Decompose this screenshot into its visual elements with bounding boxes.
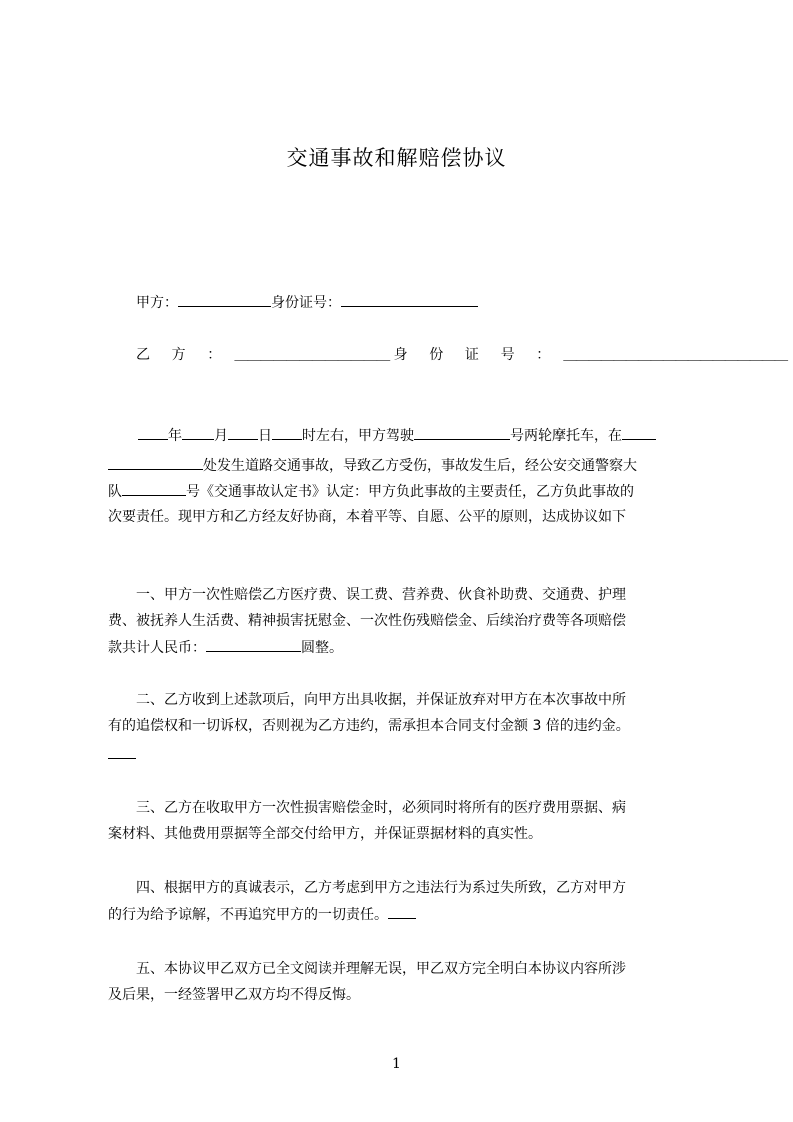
clause-3-text-2: 案材料、其他费用票据等全部交付给甲方，并保证票据材料的真实性。 xyxy=(108,826,542,842)
day-label: 日 xyxy=(258,428,272,444)
amount-blank xyxy=(206,637,301,652)
year-blank xyxy=(138,425,168,440)
clause-1-amount-suffix: 圆整。 xyxy=(301,640,343,656)
intro-line-4-text: 次要责任。现甲方和乙方经友好协商，本着平等、自愿、公平的原则，达成协议如下 xyxy=(108,509,626,525)
clause-4-line-1 xyxy=(136,878,701,898)
party-b-label: 乙 方 ： xyxy=(136,347,230,363)
clause-4-line-2 xyxy=(108,904,701,925)
clause-2-trailing-blank xyxy=(108,744,136,759)
clause-3-line-1 xyxy=(136,798,701,818)
time-text: 时左右，甲方驾驶 xyxy=(302,428,414,444)
clause-1-line-3 xyxy=(108,637,701,658)
clause-1-line-2 xyxy=(108,611,701,631)
intro-line-2 xyxy=(108,455,701,476)
clause-5-text-2: 及后果，一经签署甲乙双方均不得反悔。 xyxy=(108,987,360,1003)
clause-3-text-1: 三、乙方在收取甲方一次性损害赔偿金时，必须同时将所有的医疗费用票据、病 xyxy=(136,800,626,816)
party-b-id-dashes: ＿＿＿＿＿＿＿＿＿＿＿＿＿＿＿＿＿＿ xyxy=(563,347,787,363)
party-a-name-blank xyxy=(178,292,271,307)
location-text: 处发生道路交通事故，导致乙方受伤，事故发生后，经公安交通警察大 xyxy=(203,458,637,474)
clause-1-text-2: 费、被抚养人生活费、精神损害抚慰金、一次性伤残赔偿金、后续治疗费等各项赔偿 xyxy=(108,613,626,629)
clause-2-line-3 xyxy=(108,744,701,765)
party-b-id-label: 身 份 证 号 ： xyxy=(393,347,559,363)
clause-2-line-2 xyxy=(108,716,701,736)
clause-2-line-1 xyxy=(136,690,701,710)
intro-line-1 xyxy=(108,425,701,446)
clause-1-text-1: 一、甲方一次性赔偿乙方医疗费、误工费、营养费、伙食补助费、交通费、护理 xyxy=(136,587,626,603)
plate-text: 号两轮摩托车，在 xyxy=(510,428,622,444)
intro-line-3 xyxy=(108,481,701,502)
party-a-line xyxy=(136,292,696,313)
cert-number-blank xyxy=(122,481,186,496)
party-a-id-blank xyxy=(341,292,478,307)
clause-4-text-2: 的行为给予谅解，不再追究甲方的一切责任。 xyxy=(108,907,388,923)
hour-blank xyxy=(272,425,302,440)
location-blank xyxy=(108,455,203,470)
team-text: 队 xyxy=(108,484,122,500)
clause-5-line-2 xyxy=(108,985,701,1005)
party-a-id-label: 身份证号： xyxy=(271,295,341,311)
month-label: 月 xyxy=(214,428,228,444)
party-b-name-dashes: ＿＿＿＿＿＿＿＿＿＿＿＿ xyxy=(234,347,390,363)
clause-4-trailing-blank xyxy=(388,904,416,919)
year-label: 年 xyxy=(168,428,182,444)
clause-5-line-1 xyxy=(136,959,701,979)
page-number: 1 xyxy=(392,1056,401,1072)
day-blank xyxy=(228,425,258,440)
location-blank-start xyxy=(622,425,656,440)
clause-4-text-1: 四、根据甲方的真诚表示，乙方考虑到甲方之违法行为系过失所致，乙方对甲方 xyxy=(136,880,626,896)
intro-line-4 xyxy=(108,507,701,527)
cert-text: 号《交通事故认定书》认定：甲方负此事故的主要责任，乙方负此事故的 xyxy=(186,484,634,500)
clause-2-text-2: 有的追偿权和一切诉权，否则视为乙方违约，需承担本合同支付金额 3 倍的违约金。 xyxy=(108,718,630,734)
clause-1-line-1 xyxy=(136,585,701,605)
month-blank xyxy=(182,425,214,440)
clause-2-text-1: 二、乙方收到上述款项后，向甲方出具收据，并保证放弃对甲方在本次事故中所 xyxy=(136,692,626,708)
plate-blank xyxy=(414,425,510,440)
document-title: 交通事故和解赔偿协议 xyxy=(286,146,507,170)
clause-1-amount-label: 款共计人民币： xyxy=(108,640,206,656)
party-a-label: 甲方： xyxy=(136,295,178,311)
party-b-line xyxy=(136,345,787,365)
clause-5-text-1: 五、本协议甲乙双方已全文阅读并理解无误，甲乙双方完全明白本协议内容所涉 xyxy=(136,961,626,977)
clause-3-line-2 xyxy=(108,824,701,844)
